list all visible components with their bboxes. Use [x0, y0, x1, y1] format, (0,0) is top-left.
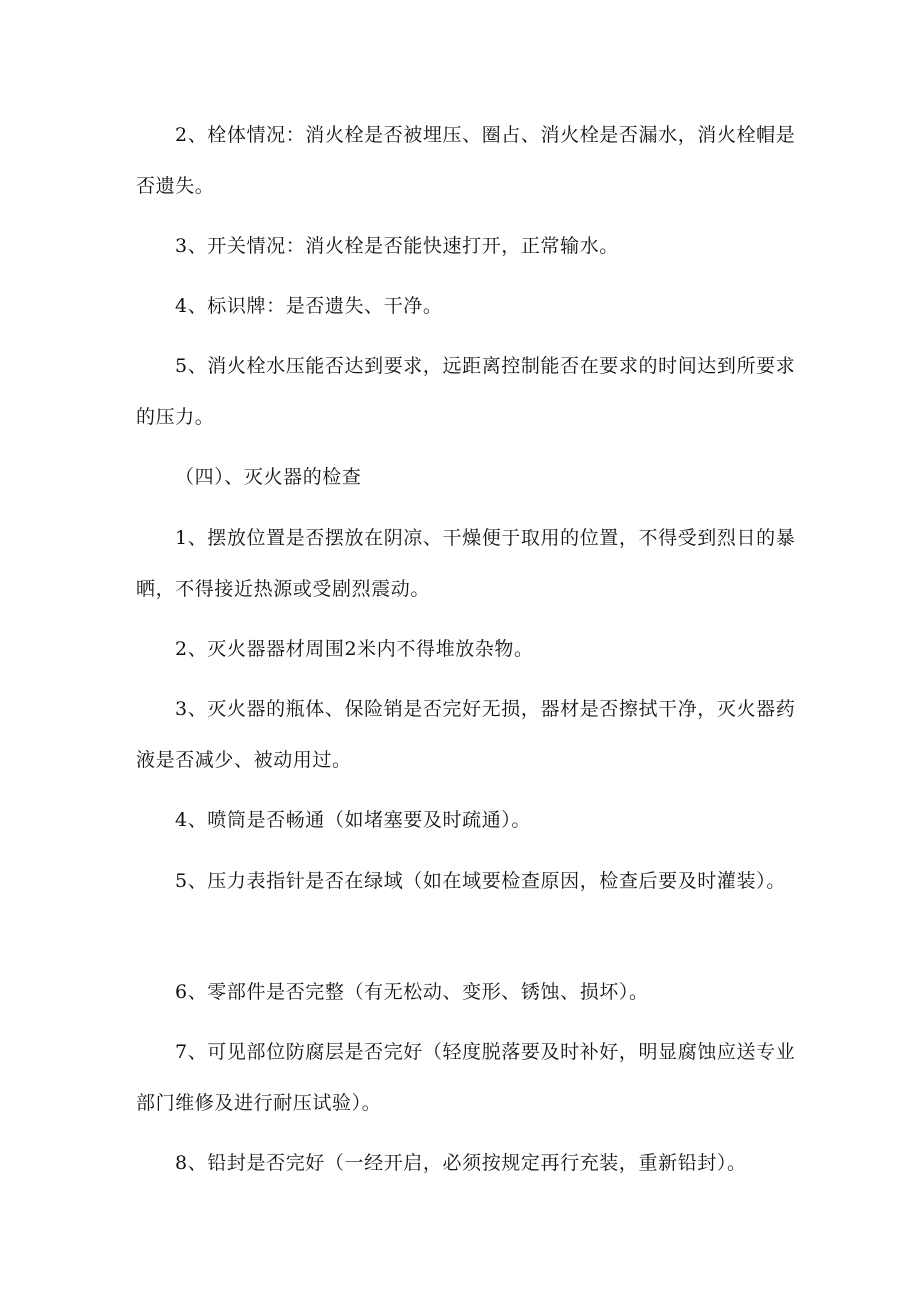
paragraph-extinguisher-body: 3、灭火器的瓶体、保险销是否完好无损，器材是否擦拭干净，灭火器药液是否减少、被动用过。 — [136, 698, 796, 771]
paragraph-hydrant-pressure: 5、消火栓水压能否达到要求，远距离控制能否在要求的时间达到所要求的压力。 — [136, 355, 796, 428]
paragraph-extinguisher-parts: 6、零部件是否完整（有无松动、变形、锈蚀、损坏）。 — [175, 981, 649, 1003]
paragraph-hydrant-body: 2、栓体情况：消火栓是否被埋压、圈占、消火栓是否漏水，消火栓帽是否遗失。 — [136, 124, 796, 197]
paragraph-extinguisher-coating: 7、可见部位防腐层是否完好（轻度脱落要及时补好，明显腐蚀应送专业部门维修及进行耐压试验）。 — [136, 1041, 796, 1114]
paragraph-extinguisher-nozzle: 4、喷筒是否畅通（如堵塞要及时疏通）。 — [175, 809, 531, 831]
paragraph-hydrant-switch: 3、开关情况：消火栓是否能快速打开，正常输水。 — [175, 235, 619, 257]
paragraph-hydrant-sign: 4、标识牌：是否遗失、干净。 — [175, 295, 443, 317]
paragraph-extinguisher-clearance: 2、灭火器器材周围2米内不得堆放杂物。 — [175, 638, 534, 660]
paragraph-extinguisher-position: 1、摆放位置是否摆放在阴凉、干燥便于取用的位置，不得受到烈日的暴晒，不得接近热源或受剧烈震动。 — [136, 527, 796, 600]
paragraph-extinguisher-gauge: 5、压力表指针是否在绿域（如在域要检查原因，检查后要及时灌装）。 — [175, 870, 786, 892]
section-heading-extinguisher: （四）、灭火器的检查 — [175, 466, 362, 488]
paragraph-extinguisher-seal: 8、铅封是否完好（一经开启，必须按规定再行充装，重新铅封）。 — [175, 1152, 747, 1174]
